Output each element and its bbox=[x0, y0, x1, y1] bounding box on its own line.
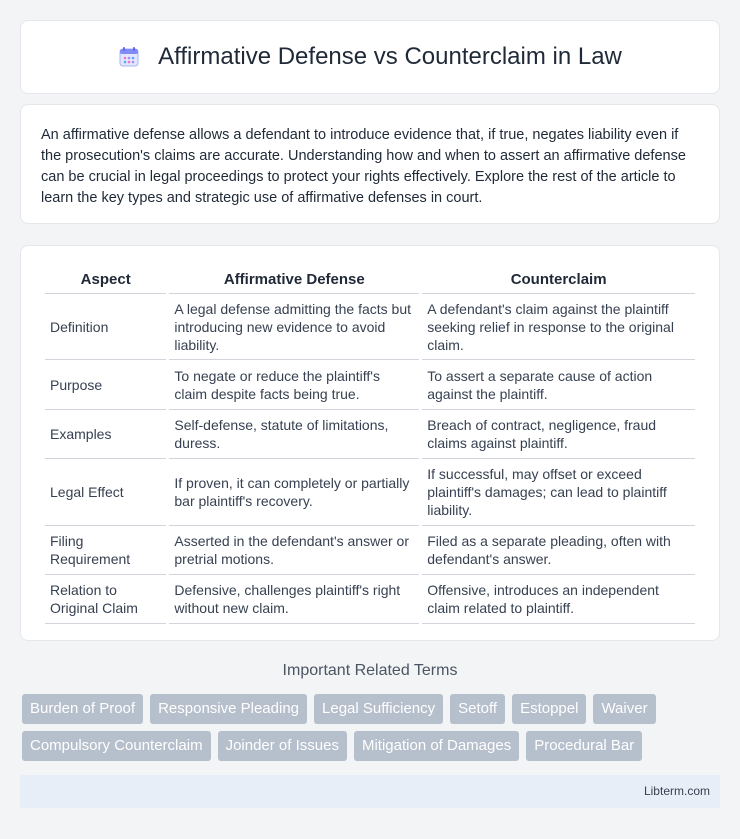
column-header: Affirmative Defense bbox=[169, 266, 419, 294]
table-cell-aspect: Purpose bbox=[45, 360, 166, 410]
footer-site-link[interactable]: Libterm.com bbox=[643, 784, 710, 798]
tag-row bbox=[22, 731, 722, 761]
table-row bbox=[45, 575, 695, 624]
footer bbox=[20, 775, 720, 808]
table-cell-aspect: Definition bbox=[45, 294, 166, 360]
table-header-row bbox=[45, 266, 695, 294]
tag-joinder-of-issues[interactable]: Joinder of Issues bbox=[218, 731, 347, 761]
table-cell: A legal defense admitting the facts but introducing new evidence to avoid liability. bbox=[169, 294, 419, 360]
tag-row bbox=[22, 694, 722, 724]
tag-legal-sufficiency[interactable]: Legal Sufficiency bbox=[314, 694, 443, 724]
column-header: Aspect bbox=[45, 266, 166, 294]
table-row bbox=[45, 294, 695, 360]
tag-responsive-pleading[interactable]: Responsive Pleading bbox=[150, 694, 307, 724]
table-row bbox=[45, 526, 695, 575]
comparison-table-card bbox=[20, 245, 720, 641]
tag-compulsory-counterclaim[interactable]: Compulsory Counterclaim bbox=[22, 731, 211, 761]
table-cell: Asserted in the defendant's answer or pretrial motions. bbox=[169, 526, 419, 575]
table-cell: To assert a separate cause of action against the plaintiff. bbox=[422, 360, 695, 410]
table-cell-aspect: Filing Requirement bbox=[45, 526, 166, 575]
table-cell: If proven, it can completely or partially bar plaintiff's recovery. bbox=[169, 459, 419, 526]
table-row bbox=[45, 360, 695, 410]
table-cell-aspect: Legal Effect bbox=[45, 459, 166, 526]
table-cell: Self-defense, statute of limitations, duress. bbox=[169, 410, 419, 459]
related-terms bbox=[22, 694, 722, 768]
table-cell: To negate or reduce the plaintiff's claim despite facts being true. bbox=[169, 360, 419, 410]
table-cell: Filed as a separate pleading, often with defendant's answer. bbox=[422, 526, 695, 575]
table-row bbox=[45, 410, 695, 459]
intro-card bbox=[20, 104, 720, 224]
tag-setoff[interactable]: Setoff bbox=[450, 694, 505, 724]
tag-procedural-bar[interactable]: Procedural Bar bbox=[526, 731, 642, 761]
tag-burden-of-proof[interactable]: Burden of Proof bbox=[22, 694, 143, 724]
related-terms-title: Important Related Terms bbox=[282, 662, 458, 679]
table-cell: Offensive, introduces an independent claim related to plaintiff. bbox=[422, 575, 695, 624]
table-row bbox=[45, 459, 695, 526]
page-title: Affirmative Defense vs Counterclaim in Law bbox=[158, 43, 622, 70]
table-cell: Defensive, challenges plaintiff's right without new claim. bbox=[169, 575, 419, 624]
column-header: Counterclaim bbox=[422, 266, 695, 294]
table-cell: If successful, may offset or exceed plaintiff's damages; can lead to plaintiff liability. bbox=[422, 459, 695, 526]
tag-mitigation-of-damages[interactable]: Mitigation of Damages bbox=[354, 731, 519, 761]
comparison-table bbox=[42, 266, 698, 624]
table-cell-aspect: Relation to Original Claim bbox=[45, 575, 166, 624]
table-cell: Breach of contract, negligence, fraud claims against plaintiff. bbox=[422, 410, 695, 459]
table-cell: A defendant's claim against the plaintiff seeking relief in response to the original claim. bbox=[422, 294, 695, 360]
header-card bbox=[20, 20, 720, 94]
calendar-icon bbox=[118, 46, 140, 68]
tag-waiver[interactable]: Waiver bbox=[593, 694, 655, 724]
intro-text: An affirmative defense allows a defendant to introduce evidence that, if true, negates liability even if the prosecution's claims are accurate. Understanding how and when to assert an affirmative defense can be crucial in legal proceedings to protect your rights effectively. Explore the rest of the article to learn the key types and strategic use of affirmative defenses in court. bbox=[41, 127, 686, 206]
table-cell-aspect: Examples bbox=[45, 410, 166, 459]
tag-estoppel[interactable]: Estoppel bbox=[512, 694, 586, 724]
